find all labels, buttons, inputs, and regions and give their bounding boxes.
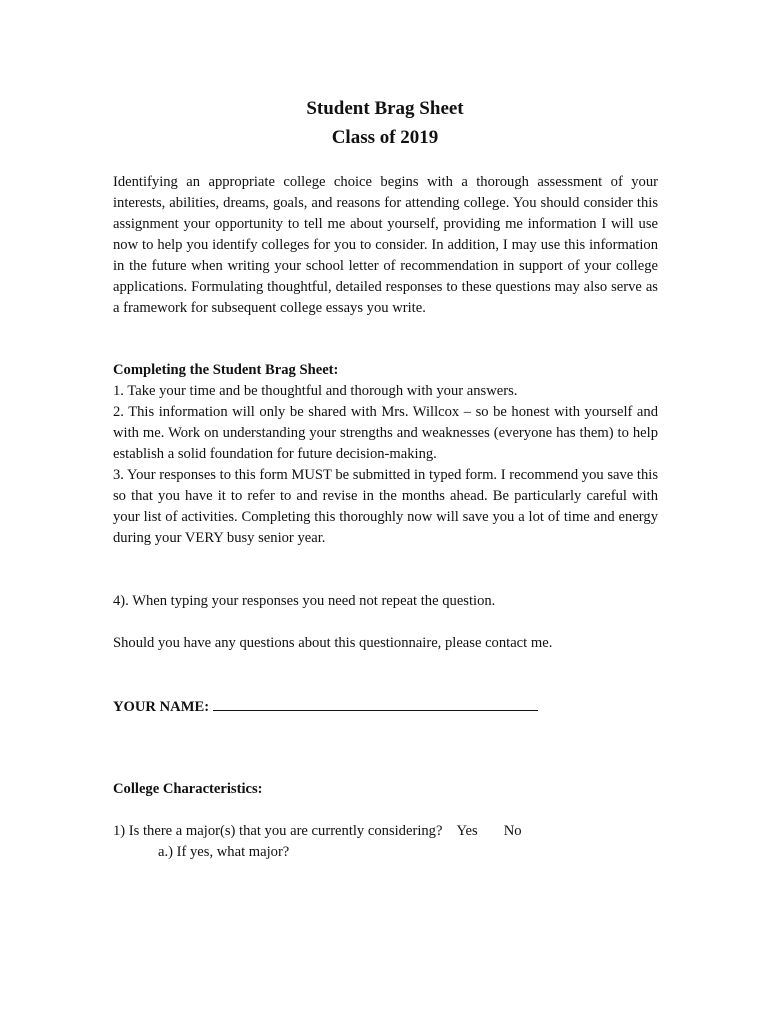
question-1-no-option[interactable]: No — [503, 823, 522, 839]
name-blank-line[interactable] — [213, 695, 538, 711]
question-1-yes-option[interactable]: Yes — [456, 823, 478, 839]
question-1 — [113, 821, 522, 842]
intro-paragraph: Identifying an appropriate college choice begins with a thorough assessment of your interests, abilities, dreams, goals, and reasons for attending college. You should consider this assignment your opportunity to tell me about yourself, providing me information I will use now to help you identify colleges for you to consider. In addition, I may use this information in the future when writing your school letter of recommendation in support of your college applications. Formulating thoughtful, detailed responses to these questions may also serve as a framework for subsequent college essays you write. — [113, 174, 658, 316]
instruction-item-1: 1. Take your time and be thoughtful and thorough with your answers. — [113, 383, 518, 399]
question-1a-text: a.) If yes, what major? — [158, 844, 290, 860]
college-characteristics-heading: College Characteristics: — [113, 781, 263, 797]
instructions-heading: Completing the Student Brag Sheet: — [113, 362, 339, 378]
instruction-item-2: 2. This information will only be shared with Mrs. Willcox – so be honest with yourself and with me. Work on understanding your strengths and weaknesses (everyone has them) to help establish a solid foundation for future decision-making. — [113, 404, 658, 462]
name-field-row — [113, 695, 538, 718]
name-label: YOUR NAME: — [113, 699, 210, 715]
instructions-section — [113, 360, 658, 549]
instruction-item-3: 3. Your responses to this form MUST be submitted in typed form. I recommend you save this so that you have it to refer to and revise in the months ahead. Be particularly careful with your list of activities. Completing this thoroughly now will save you a lot of time and energy during your VERY busy senior year. — [113, 467, 658, 546]
document-title: Student Brag Sheet — [306, 98, 464, 119]
document-subtitle: Class of 2019 — [331, 127, 439, 148]
instruction-item-4: 4). When typing your responses you need not repeat the question. — [113, 593, 496, 609]
question-1-text: 1) Is there a major(s) that you are currently considering? — [113, 823, 443, 839]
contact-note: Should you have any questions about this questionnaire, please contact me. — [113, 635, 553, 651]
